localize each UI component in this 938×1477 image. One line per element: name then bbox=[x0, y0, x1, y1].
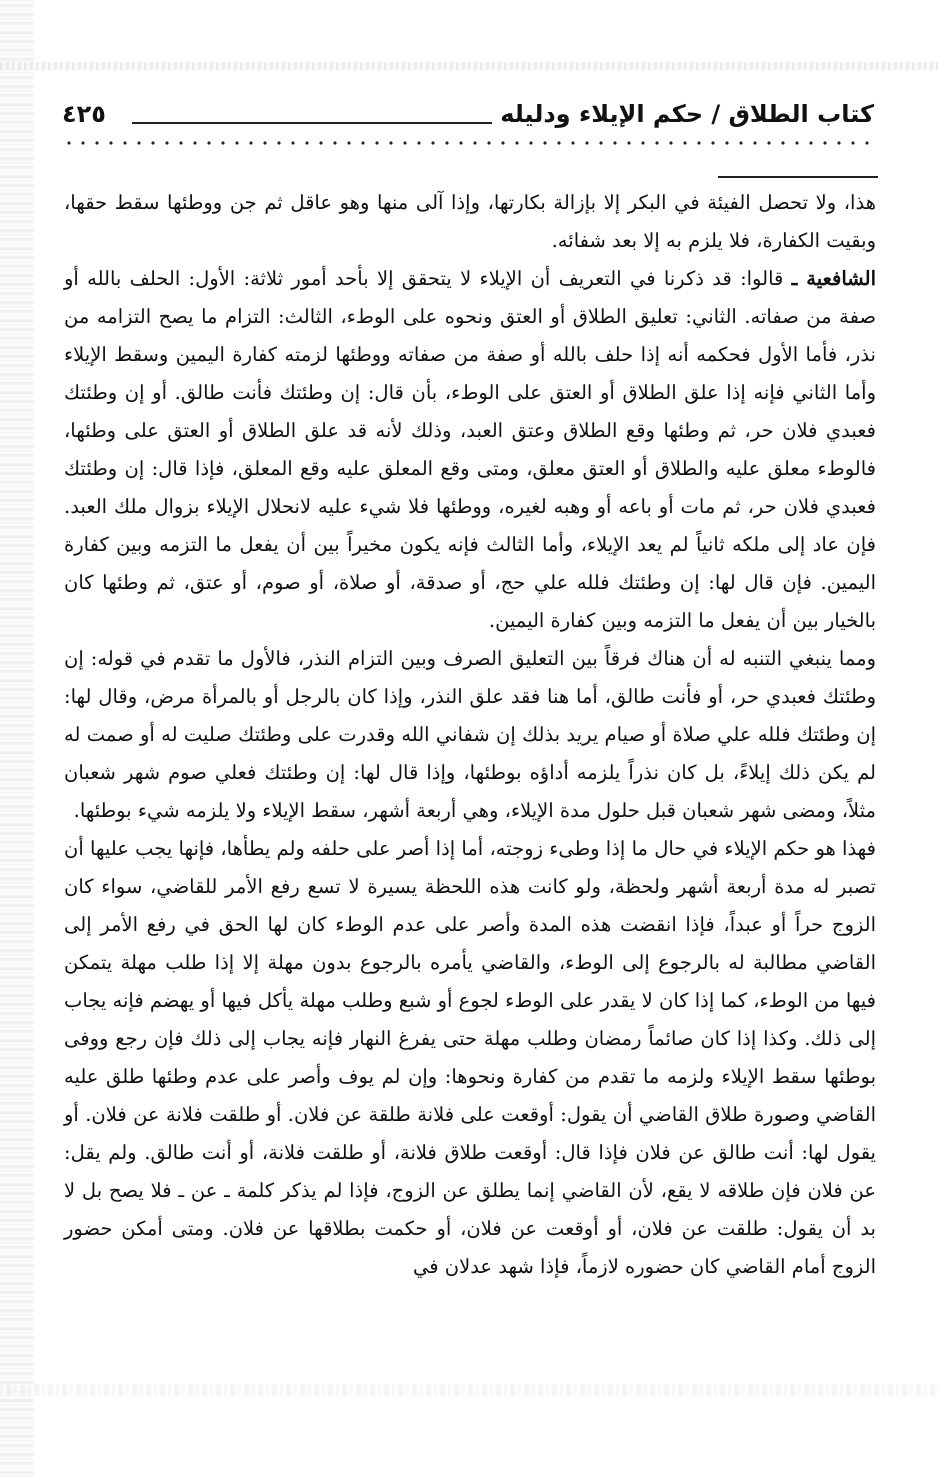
paragraph-text: قالوا: قد ذكرنا في التعريف أن الإيلاء لا يتحقق إلا بأحد أمور ثلاثة: الأول: الحلف بالله أو صفة من صفاته. الثاني: تعليق الطلاق أو العتق ونحوه على الوطء، الثالث: التزام ما يصح التزامه من نذر، فأما الأول فحكمه أنه إذا حلف بالله أو صفة من صفاته ووطئها لزمته كفارة اليمين وسقط الإيلاء وأما الثاني فإنه إذا علق الطلاق أو العتق على الوطء، بأن قال: إن وطئتك فأنت طالق. أو إن وطئتك فعبدي فلان حر، ثم وطئها وقع الطلاق وعتق العبد، وذلك لأنه قد علق الطلاق أو العتق على وطئها، فالوطء معلق عليه والطلاق أو العتق معلق، ومتى وقع المعلق عليه وقع المعلق، فإذا قال: إن وطئتك فعبدي فلان حر، ثم مات أو باعه أو وهبه لغيره، ووطئها فلا شيء عليه لانحلال الإيلاء بزوال ملك العبد. فإن عاد إلى ملكه ثانياً لم يعد الإيلاء، وأما الثالث فإنه يكون مخيراً بين أن يفعل ما التزمه وبين كفارة اليمين. فإن قال لها: إن وطئتك فلله علي حج، أو صدقة، أو صلاة، أو صوم، أو عتق، ثم وطئها كان بالخيار بين أن يفعل ما التزمه وبين كفارة اليمين. bbox=[64, 267, 876, 632]
paragraph bbox=[64, 184, 876, 260]
section-rule bbox=[718, 176, 878, 178]
dotted-separator bbox=[62, 136, 874, 150]
scan-edge-top bbox=[0, 62, 938, 70]
page-number: ٤٢٥ bbox=[62, 96, 114, 132]
paragraph-text: هذا، ولا تحصل الفيئة في البكر إلا بإزالة بكارتها، وإذا آلى منها وهو عاقل ثم جن ووطئها سقط حقها، وبقيت الكفارة، فلا يلزم به إلا بعد شفائه. bbox=[64, 191, 876, 252]
scan-edge-bottom bbox=[0, 1384, 938, 1396]
body-text bbox=[64, 184, 876, 1286]
page-header bbox=[62, 96, 874, 136]
paragraph bbox=[64, 830, 876, 1286]
paragraph-text: فهذا هو حكم الإيلاء في حال ما إذا وطىء زوجته، أما إذا أصر على حلفه ولم يطأها، فإنها يجب عليها أن تصبر له مدة أربعة أشهر ولحظة، ولو كانت هذه اللحظة يسيرة لا تسع رفع الأمر للقاضي، سواء كان الزوج حراً أو عبداً، فإذا انقضت هذه المدة وأصر على عدم الوطء كان لها الحق في رفع الأمر إلى القاضي مطالبة له بالرجوع إلى الوطء، والقاضي يأمره بالرجوع بدون مهلة إلا إذا طلب مهلة يتمكن فيها من الوطء، كما إذا كان لا يقدر على الوطء لجوع أو شبع وطلب مهلة يأكل فيها أو يهضم فإنه يجاب إلى ذلك. وكذا إذا كان صائماً رمضان وطلب مهلة حتى يفرغ النهار فإنه يجاب إلى ذلك فإن رجع ووفى بوطئها سقط الإيلاء ولزمه ما تقدم من كفارة ونحوها: وإن لم يوف وأصر على عدم وطئها طلق عليه القاضي وصورة طلاق القاضي أن يقول: أوقعت على فلانة طلقة عن فلان. أو طلقت فلانة عن فلان. أو يقول لها: أنت طالق عن فلان فإذا قال: أوقعت طلاق فلانة، أو طلقت فلانة، أو أنت طالق. ولم يقل: عن فلان فإن طلاقه لا يقع، لأن القاضي إنما يطلق عن الزوج، فإذا لم يذكر كلمة ـ عن ـ فلا يصح بل لا بد أن يقول: طلقت عن فلان، أو أوقعت عن فلان، أو حكمت بطلاقها عن فلان. ومتى أمكن حضور الزوج أمام القاضي كان حضوره لازماً، فإذا شهد عدلان في bbox=[64, 837, 876, 1278]
paragraph-text: ومما ينبغي التنبه له أن هناك فرقاً بين التعليق الصرف وبين التزام النذر، فالأول ما تقدم في قوله: إن وطئتك فعبدي حر، أو فأنت طالق، أما هنا فقد علق النذر، وإذا كان بالرجل أو بالمرأة مرض، وقال لها: إن وطئتك فلله علي صلاة أو صيام يريد بذلك إن شفاني الله وقدرت على وطئتك صليت له أو صمت له لم يكن ذلك إيلاءً، بل كان نذراً يلزمه أداؤه بوطئها، وإذا قال لها: إن وطئتك فعلي صوم شهر شعبان مثلاً، ومضى شهر شعبان قبل حلول مدة الإيلاء، وهي أربعة أشهر، سقط الإيلاء ولا يلزمه شيء بوطئها. bbox=[64, 647, 876, 822]
scan-edge-left bbox=[0, 0, 34, 1477]
school-heading: الشافعية ـ bbox=[791, 267, 877, 290]
running-title: كتاب الطلاق / حكم الإيلاء ودليله bbox=[492, 96, 874, 132]
paragraph bbox=[64, 260, 876, 640]
paragraph bbox=[64, 640, 876, 830]
